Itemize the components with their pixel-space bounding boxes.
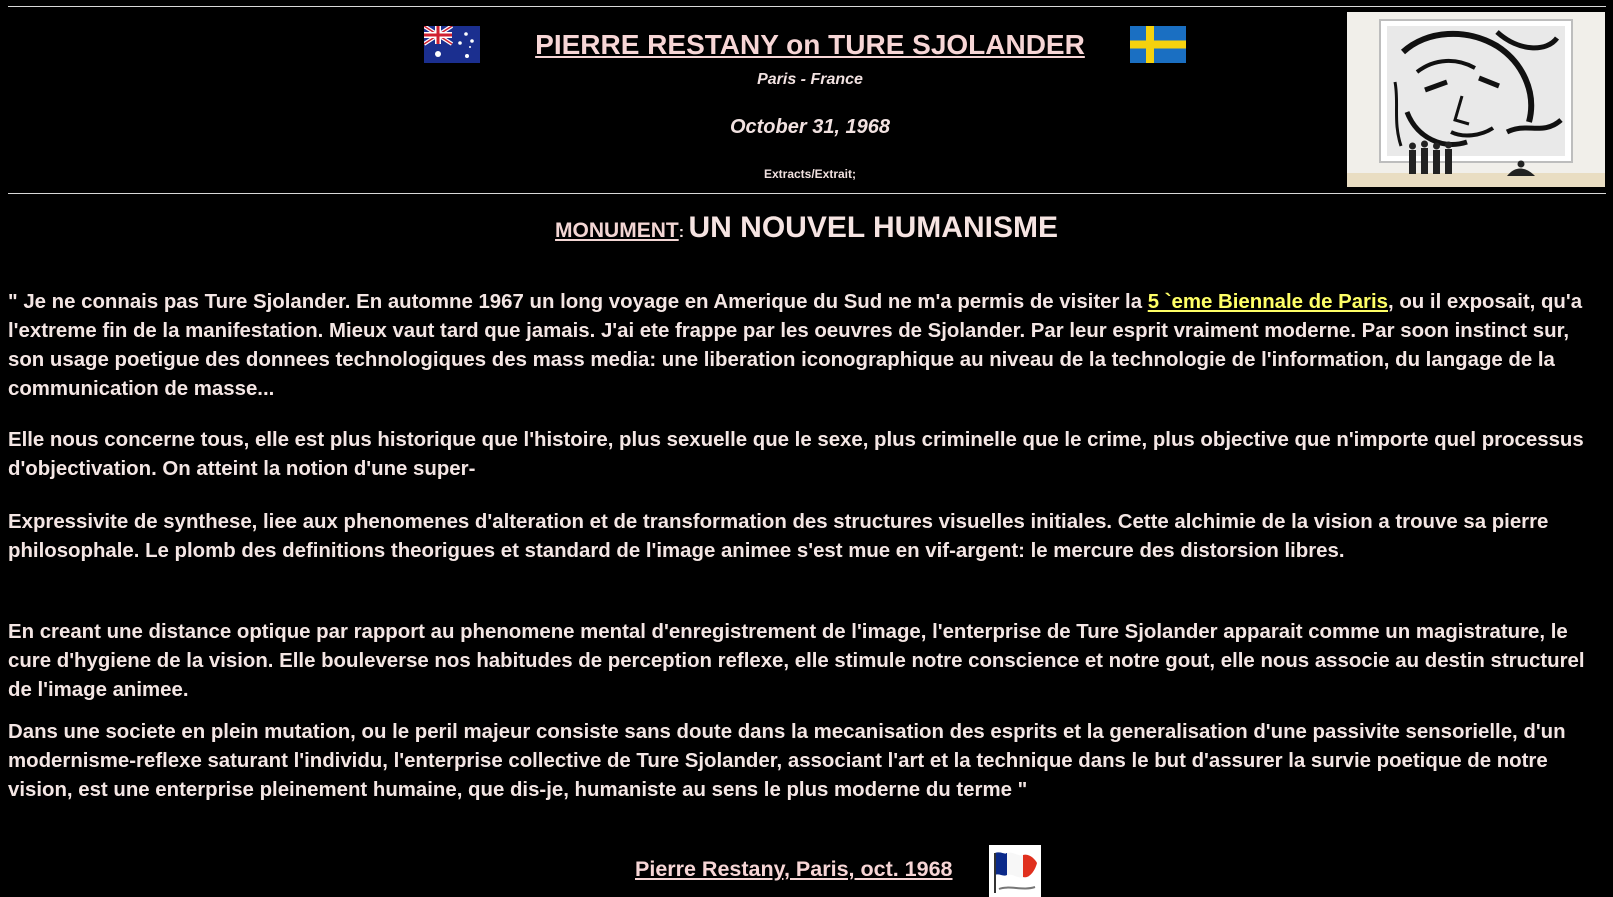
top-divider [8, 6, 1606, 7]
page-title-link[interactable]: PIERRE RESTANY on TURE SJOLANDER [535, 29, 1085, 60]
artwork-thumbnail[interactable] [1347, 12, 1605, 187]
paragraph-3-text: Expressivite de synthese, liee aux phenomenes d'alteration et de transformation des structures visuelles initiales. Cette alchimie de la vision a trouve sa pierre philosophale. Le plomb des definitions theorigues et standard de l'image animee s'est mue en vif-argent: le mercure des distorsion libres. [8, 511, 1549, 562]
paragraph-1 [8, 288, 1608, 404]
section-heading [0, 211, 1613, 245]
paragraph-2-text: Elle nous concerne tous, elle est plus historique que l'histoire, plus sexuelle que le sexe, plus criminelle que le crime, plus objective que n'importe quel processus d'objectivation. On atteint la notion d'une super- [8, 429, 1584, 480]
heading-separator: : [678, 224, 685, 241]
paragraph-4-text: En creant une distance optique par rapport au phenomene mental d'enregistrement de l'image, l'enterprise de Ture Sjolander apparait comme un magistrature, le cure d'hygiene de la vision. Elle bouleverse nos habitudes de perception reflexe, elle stimule notre conscience et notre gout, elle nous associe au destin structurel de l'image animee. [8, 621, 1585, 701]
paragraph-4 [8, 618, 1608, 705]
heading-label: MONUMENT [555, 219, 679, 242]
date-text: October 31, 1968 [729, 116, 891, 138]
paragraph-5-text: Dans une societe en plein mutation, ou le peril majeur consiste sans doute dans la mecanisation des esprits et la generalisation d'une passivite sensorielle, d'un modernisme-reflexe saturant l'individu, l'enterprise collective de Ture Sjolander, associant l'art et la technique dans le but d'assurer la survie poetique de notre vision, est une enterprise pleinement humaine, que dis-je, humaniste au sens le plus moderne du terme " [8, 721, 1566, 801]
heading-title: UN NOUVEL HUMANISME [688, 211, 1058, 244]
biennale-link[interactable]: 5 `eme Biennale de Paris [1147, 291, 1389, 313]
sweden-flag-icon [1130, 26, 1186, 63]
signature-link[interactable]: Pierre Restany, Paris, oct. 1968 [635, 857, 953, 881]
signature-row [0, 857, 1613, 897]
australia-flag-icon [424, 26, 480, 63]
paragraph-3 [8, 508, 1608, 566]
location-text: Paris - France [757, 71, 863, 88]
header-divider [8, 193, 1606, 194]
paragraph-5 [8, 718, 1608, 805]
paragraph-1-end: , ou il exposait, qu'a l'extreme fin de la manifestation. Mieux vaut tard que jamais. J'ai ete frappe par les oeuvres de Sjolander. Par leur esprit vraiment moderne. Par soon instinct sur, son usage poetigue des donnees technologiques des mass media: une liberation iconographique au niveau de la technologie de l'information, du langage de la communication de masse... [8, 291, 1583, 400]
paragraph-1-start: " Je ne connais pas Ture Sjolander. En automne 1967 un long voyage en Amerique du Sud ne m'a permis de visiter la [8, 291, 1148, 313]
paragraph-2 [8, 426, 1608, 484]
extracts-label: Extracts/Extrait; [763, 167, 857, 181]
france-flag-icon[interactable] [989, 845, 1041, 897]
title-row [420, 20, 1200, 64]
